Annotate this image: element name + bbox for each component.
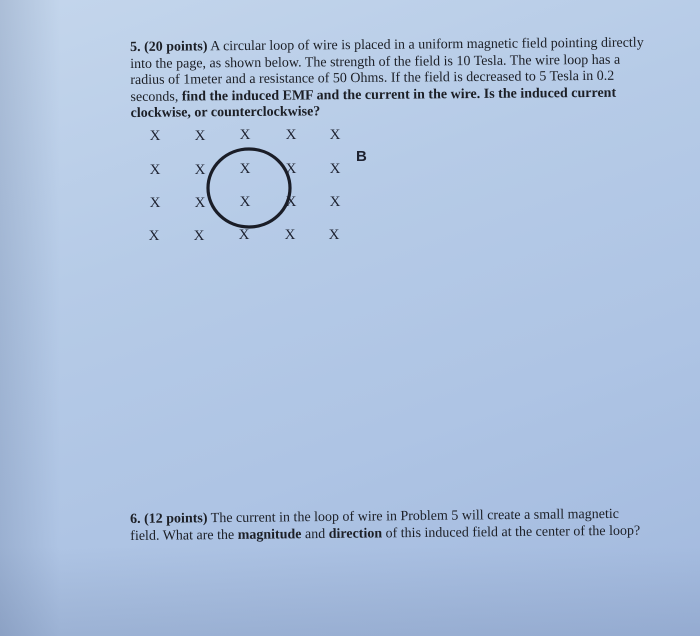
problem-6-number: 6. <box>130 511 141 527</box>
problem-6-points: (12 points) <box>143 511 208 527</box>
field-x-mark: X <box>285 161 297 178</box>
field-x-mark: X <box>148 228 160 244</box>
problem-5-text: A circular loop of wire is placed in a uniform magnetic field pointing directly into the page, as shown below. The strength of the field is 10 Tesla. The wire loop has a radius of 1meter and a resistance of 50 Ohms. If the field is decreased to 5 Tesla in 0.2 seconds, <box>130 35 644 105</box>
field-x-mark: X <box>329 193 341 210</box>
problem-6-text-2: and <box>304 526 326 542</box>
field-x-mark: X <box>238 227 250 244</box>
shadow-left <box>0 0 60 636</box>
field-x-mark: X <box>194 127 206 144</box>
problem-6 <box>130 507 650 545</box>
problem-5-question: find the induced EMF and the current in the wire. Is the induced current clockwise, or counterclockwise? <box>130 85 617 121</box>
field-label-b: B <box>356 148 367 165</box>
field-x-mark: X <box>194 194 206 211</box>
field-x-mark: X <box>285 127 297 144</box>
problem-5 <box>130 35 651 122</box>
field-x-mark: X <box>329 126 341 143</box>
field-x-mark: X <box>284 227 296 244</box>
field-x-mark: X <box>285 194 297 211</box>
field-x-mark: X <box>239 127 251 144</box>
problem-6-magnitude: magnitude <box>237 526 302 543</box>
field-x-mark: X <box>194 161 206 178</box>
problem-6-text-3: of this induced field at the center of the loop? <box>385 523 641 541</box>
problem-6-text-1: The current in the loop of wire in Problem 5 will create a small magnetic field. What are the <box>130 506 619 544</box>
problem-5-points: (20 points) <box>143 39 208 55</box>
field-x-mark: X <box>149 195 161 211</box>
field-x-mark: X <box>149 162 161 178</box>
wire-loop <box>201 144 297 232</box>
problem-6-direction: direction <box>328 525 383 542</box>
field-x-mark: X <box>193 227 205 244</box>
field-x-mark: X <box>239 194 251 211</box>
field-x-mark: X <box>149 128 161 144</box>
field-x-mark: X <box>329 160 341 177</box>
field-x-mark: X <box>328 226 340 243</box>
problem-5-number: 5. <box>130 39 141 55</box>
field-x-mark: X <box>239 161 251 178</box>
wire-loop-circle <box>208 149 290 227</box>
shadow-bottom <box>0 546 700 636</box>
